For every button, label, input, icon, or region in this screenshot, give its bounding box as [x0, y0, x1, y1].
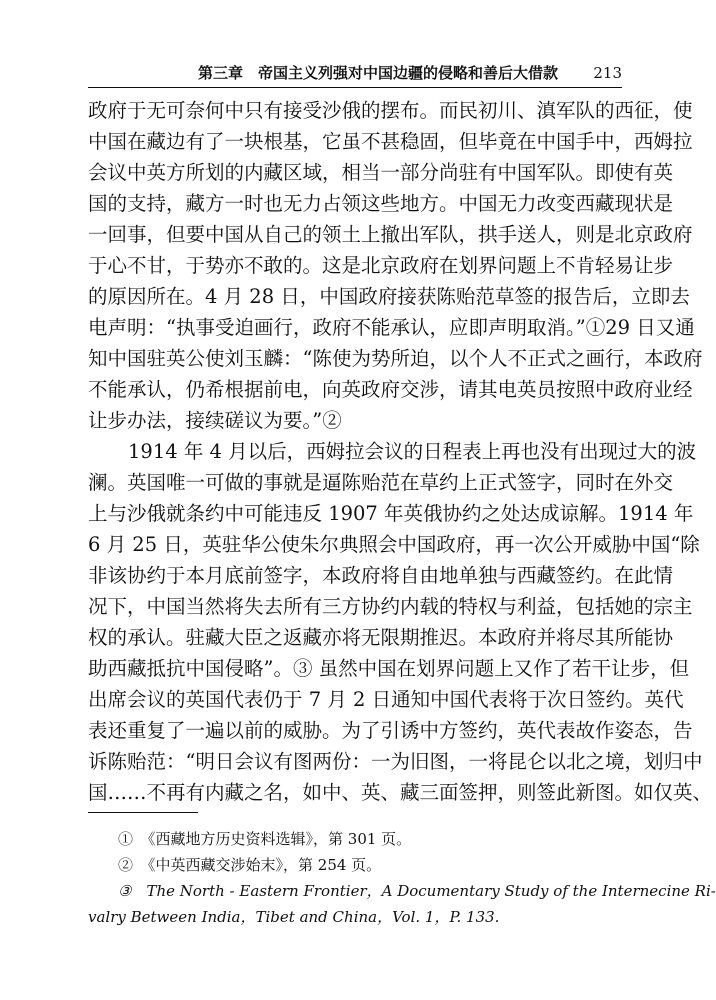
body-line: 一回事，但要中国从自己的领土上撤出军队，拱手送人，则是北京政府: [88, 223, 693, 246]
body-line: 让步办法，接续磋议为要。”②: [88, 409, 342, 432]
body-line: 诉陈贻范：“明日会议有图两份：一为旧图，一将昆仑以北之境，划归中: [88, 750, 703, 773]
body-line: 知中国驻英公使刘玉麟：“陈使为势所迫，以个人不正式之画行，本政府: [88, 347, 703, 370]
body-line: 的原因所在。4 月 28 日，中国政府接获陈贻范草签的报告后，立即去: [88, 285, 690, 308]
body-line: 6 月 25 日，英驻华公使朱尔典照会中国政府，再一次公开威胁中国“除: [88, 533, 700, 556]
body-line: 会议中英方所划的内藏区域，相当一部分尚驻有中国军队。即使有英: [88, 161, 674, 184]
body-line: 不能承认，仍希根据前电，向英政府交涉，请其电英员按照中政府业经: [88, 378, 693, 401]
footnote-3: ③ The North - Eastern Frontier，A Documentary Study of the Internecine Ri-: [118, 882, 716, 900]
page-number: 213: [593, 64, 622, 82]
main-body-text: [88, 95, 713, 808]
body-line: 权的承认。驻藏大臣之返藏亦将无限期推迟。本政府并将尽其所能协: [88, 626, 674, 649]
body-line: 表还重复了一遍以前的威胁。为了引诱中方签约，英代表故作姿态，告: [88, 719, 693, 742]
body-line: 上与沙俄就条约中可能违反 1907 年英俄协约之处达成谅解。1914 年: [88, 502, 694, 525]
body-line: 出席会议的英国代表仍于 7 月 2 日通知中国代表将于次日签约。英代: [88, 688, 684, 711]
body-line: 况下，中国当然将失去所有三方协约内载的特权与利益，包括她的宗主: [88, 595, 693, 618]
body-line: 澜。英国唯一可做的事就是逼陈贻范在草约上正式签字，同时在外交: [88, 471, 674, 494]
chapter-title: 第三章 帝国主义列强对中国边疆的侵略和善后大借款: [198, 64, 559, 82]
paragraph-start-line: 1914 年 4 月以后，西姆拉会议的日程表上再也没有出现过大的波: [128, 440, 697, 463]
footnote-3-continued: valry Between India，Tibet and China，Vol. 1，P. 133.: [88, 908, 500, 926]
header-divider: [88, 87, 622, 88]
body-line: 国的支持，藏方一时也无力占领这些地方。中国无力改变西藏现状是: [88, 192, 674, 215]
footnote-divider: [88, 812, 198, 813]
body-line: 于心不甘，于势亦不敢的。这是北京政府在划界问题上不肯轻易让步: [88, 254, 674, 277]
footnotes: [88, 826, 716, 930]
body-line: 国……不再有内藏之名，如中、英、藏三面签押，则签此新图。如仅英、: [88, 781, 713, 804]
body-line: 电声明：“执事受迫画行，政府不能承认，应即声明取消。”①29 日又通: [88, 316, 695, 339]
body-line: 中国在藏边有了一块根基，它虽不甚稳固，但毕竟在中国手中，西姆拉: [88, 130, 693, 153]
body-line: 政府于无可奈何中只有接受沙俄的摆布。而民初川、滇军队的西征，使: [88, 99, 693, 122]
footnote-2: ② 《中英西藏交涉始末》，第 254 页。: [118, 856, 382, 874]
body-line: 非该协约于本月底前签字，本政府将自由地单独与西藏签约。在此情: [88, 564, 674, 587]
running-header: [88, 63, 622, 85]
footnote-1: ① 《西藏地方历史资料选辑》，第 301 页。: [118, 830, 412, 848]
body-line: 助西藏抵抗中国侵略”。③ 虽然中国在划界问题上又作了若干让步，但: [88, 657, 690, 680]
